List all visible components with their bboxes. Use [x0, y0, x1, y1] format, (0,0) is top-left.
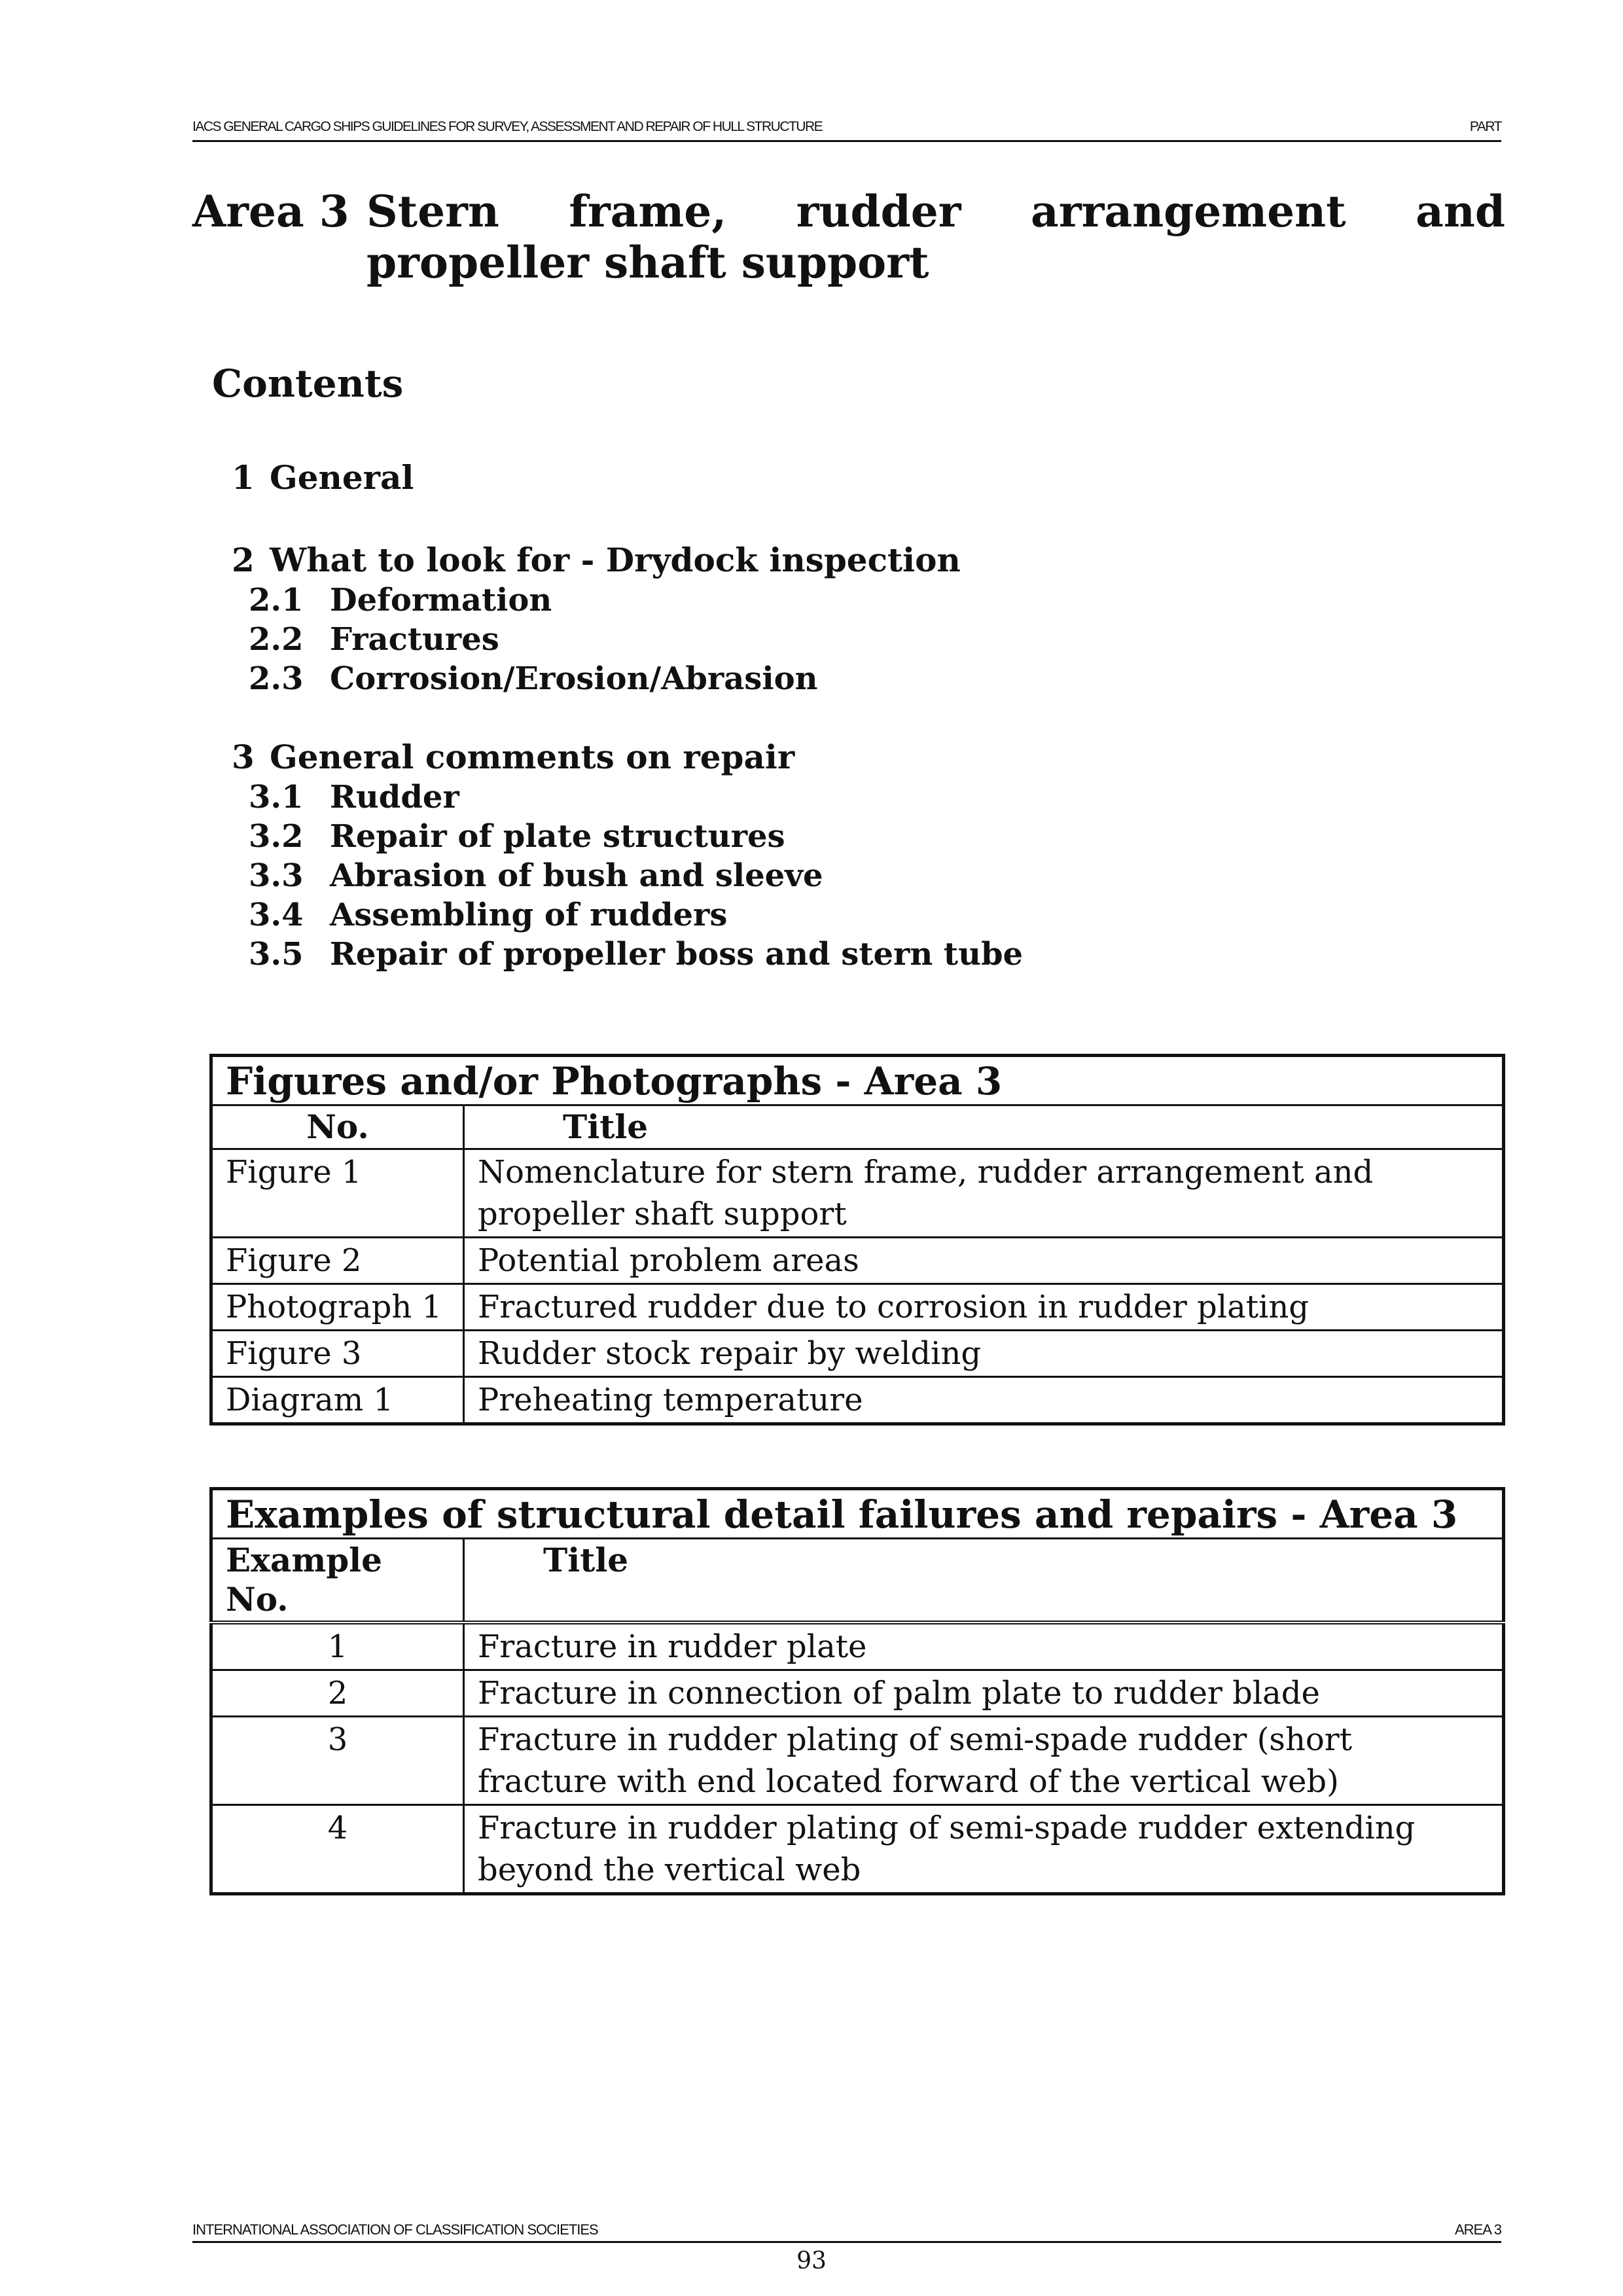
figure-number: Photograph 1 — [211, 1284, 464, 1331]
page-title: Stern frame, rudder arrangement and propeller shaft support — [366, 186, 1505, 288]
toc-section-number: 3 — [232, 738, 255, 776]
table-row — [211, 1805, 1504, 1894]
figure-title: Potential problem areas — [464, 1238, 1504, 1284]
toc-subsection — [249, 817, 785, 856]
toc-subsection-label: Repair of plate structures — [330, 818, 785, 855]
example-title: Fracture in rudder plating of semi-spade rudder extending beyond the vertical web — [464, 1805, 1504, 1894]
figure-number: Figure 1 — [211, 1149, 464, 1238]
toc-subsection-number: 3.2 — [249, 818, 304, 855]
toc-subsection-label: Assembling of rudders — [330, 897, 728, 933]
column-header-title: Title — [464, 1539, 1504, 1623]
toc-subsection — [249, 935, 1023, 974]
column-header-title: Title — [464, 1105, 1504, 1149]
examples-table — [209, 1487, 1505, 1895]
toc-subsection-label: Deformation — [330, 582, 552, 619]
example-title: Fracture in connection of palm plate to rudder blade — [464, 1670, 1504, 1717]
figures-table — [209, 1054, 1505, 1426]
toc-section-number: 2 — [232, 541, 255, 579]
figure-number: Figure 3 — [211, 1331, 464, 1377]
table-row — [211, 1331, 1504, 1377]
table-row — [211, 1377, 1504, 1424]
toc-subsection — [249, 581, 552, 620]
toc-section — [232, 541, 961, 580]
example-title: Fracture in rudder plating of semi-spade rudder (short fracture with end located forward of the vertical web) — [464, 1717, 1504, 1805]
table-row — [211, 1284, 1504, 1331]
page-number: 93 — [796, 2248, 827, 2274]
toc-subsection — [249, 778, 459, 817]
toc-subsection-label: Corrosion/Erosion/Abrasion — [330, 660, 818, 697]
toc-subsection-number: 2.1 — [249, 582, 304, 619]
toc-subsection-label: Repair of propeller boss and stern tube — [330, 936, 1024, 973]
toc-subsection — [249, 856, 823, 895]
toc-subsection — [249, 659, 817, 698]
running-header — [192, 115, 1501, 142]
example-number: 2 — [211, 1670, 464, 1717]
toc-subsection — [249, 620, 499, 659]
example-title: Fracture in rudder plate — [464, 1623, 1504, 1670]
area-label: Area 3 — [192, 186, 349, 237]
table-row — [211, 1149, 1504, 1238]
figure-number: Figure 2 — [211, 1238, 464, 1284]
table-caption: Examples of structural detail failures and repairs - Area 3 — [211, 1489, 1504, 1539]
toc-subsection-number: 3.4 — [249, 897, 304, 933]
toc-subsection-label: Abrasion of bush and sleeve — [330, 857, 823, 894]
toc-section-number: 1 — [232, 458, 255, 497]
footer-organization: INTERNATIONAL ASSOCIATION OF CLASSIFICATION SOCIETIES — [192, 2221, 598, 2238]
table-caption: Figures and/or Photographs - Area 3 — [211, 1056, 1504, 1105]
toc-subsection — [249, 895, 727, 935]
toc-section — [232, 738, 794, 777]
toc-subsection-label: Fractures — [330, 621, 499, 658]
toc-subsection-number: 2.3 — [249, 660, 304, 697]
table-header-row — [211, 1539, 1504, 1623]
table-row — [211, 1670, 1504, 1717]
table-row — [211, 1623, 1504, 1670]
example-number: 1 — [211, 1623, 464, 1670]
toc-subsection-label: Rudder — [330, 779, 459, 816]
footer-area: AREA 3 — [1454, 2221, 1501, 2238]
running-footer — [192, 2217, 1501, 2243]
example-number: 4 — [211, 1805, 464, 1894]
header-part: PART — [1469, 119, 1501, 134]
table-caption-row — [211, 1056, 1504, 1105]
toc-section-label: What to look for - Drydock inspection — [270, 541, 961, 579]
toc-subsection-number: 3.1 — [249, 779, 304, 816]
toc-section — [232, 458, 414, 497]
table-caption-row — [211, 1489, 1504, 1539]
table-row — [211, 1238, 1504, 1284]
column-header-example-no: Example No. — [211, 1539, 464, 1623]
column-header-no: No. — [211, 1105, 464, 1149]
toc-subsection-number: 3.5 — [249, 936, 304, 973]
toc-subsection-number: 3.3 — [249, 857, 304, 894]
toc-subsection-number: 2.2 — [249, 621, 304, 658]
figure-title: Fractured rudder due to corrosion in rudder plating — [464, 1284, 1504, 1331]
table-row — [211, 1717, 1504, 1805]
contents-heading: Contents — [212, 361, 404, 406]
figure-title: Rudder stock repair by welding — [464, 1331, 1504, 1377]
figure-title: Nomenclature for stern frame, rudder arrangement and propeller shaft support — [464, 1149, 1504, 1238]
header-title: IACS GENERAL CARGO SHIPS GUIDELINES FOR SURVEY, ASSESSMENT AND REPAIR OF HULL STRUCTURE — [192, 119, 823, 134]
table-header-row — [211, 1105, 1504, 1149]
toc-section-label: General comments on repair — [270, 738, 795, 776]
toc-section-label: General — [270, 458, 414, 497]
example-number: 3 — [211, 1717, 464, 1805]
figure-title: Preheating temperature — [464, 1377, 1504, 1424]
figure-number: Diagram 1 — [211, 1377, 464, 1424]
